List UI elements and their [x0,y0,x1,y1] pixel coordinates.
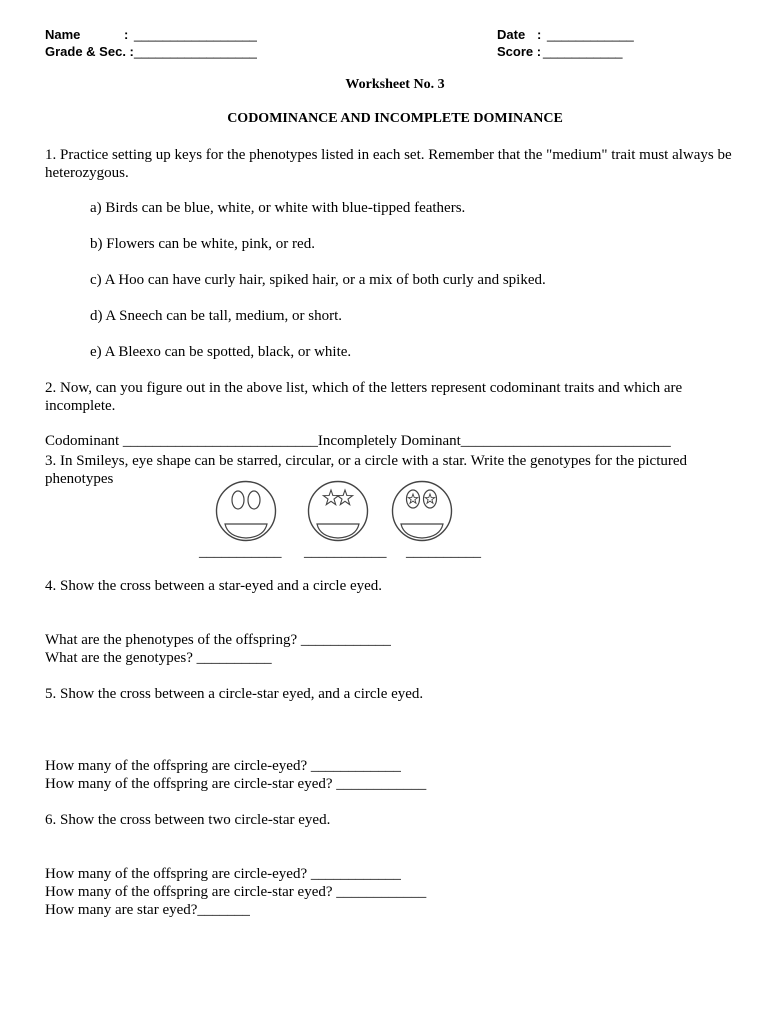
star-eyed-smiley-icon [307,480,369,542]
question-6-text: 6. Show the cross between two circle-star eyed. [45,812,331,828]
question-2-answer-line[interactable]: Codominant __________________________Incompletely Dominant____________________________ [45,433,671,449]
worksheet-number-title: Worksheet No. 3 [345,77,445,92]
name-field[interactable]: _________________ [134,27,257,42]
date-label: Date [497,27,526,42]
question-1-item-a: a) Birds can be blue, white, or white with blue-tipped feathers. [90,200,466,216]
circle-eyed-smiley-icon [215,480,277,542]
grade-label: Grade & Sec. : [45,44,134,59]
score-label: Score : [497,44,542,59]
score-field[interactable]: ___________ [543,44,623,59]
date-colon: : [537,27,542,42]
question-1-item-b: b) Flowers can be white, pink, or red. [90,236,315,252]
question-1-text: 1. Practice setting up keys for the phenotypes listed in each set. Remember that the "medium" trait must always be heterozygous. [45,147,732,181]
question-1-item-c: c) A Hoo can have curly hair, spiked hair, or a mix of both curly and spiked. [90,272,546,288]
genotype-blank-1[interactable]: ___________ [199,544,282,560]
genotype-blank-3[interactable]: __________ [406,544,481,560]
question-5-circle-eyed[interactable]: How many of the offspring are circle-eyed? ____________ [45,758,401,774]
question-6-star-eyed[interactable]: How many are star eyed?_______ [45,902,250,918]
question-4-text: 4. Show the cross between a star-eyed and a circle eyed. [45,578,383,594]
worksheet-topic-title: CODOMINANCE AND INCOMPLETE DOMINANCE [227,111,563,126]
question-6-circle-eyed[interactable]: How many of the offspring are circle-eyed? ____________ [45,866,401,882]
question-5-circle-star-eyed[interactable]: How many of the offspring are circle-star eyed? ____________ [45,776,427,792]
question-2-text: 2. Now, can you figure out in the above list, which of the letters represent codominant traits and which are incomplete. [45,380,683,414]
name-label: Name [45,27,81,42]
circle-star-eyed-smiley-icon [391,480,453,542]
question-4-phenotypes[interactable]: What are the phenotypes of the offspring? ____________ [45,632,391,648]
question-6-circle-star-eyed[interactable]: How many of the offspring are circle-star eyed? ____________ [45,884,427,900]
name-colon: : [124,27,129,42]
question-4-genotypes[interactable]: What are the genotypes? __________ [45,650,272,666]
question-5-text: 5. Show the cross between a circle-star eyed, and a circle eyed. [45,686,424,702]
grade-field[interactable]: _________________ [134,44,257,59]
question-3-text: 3. In Smileys, eye shape can be starred, circular, or a circle with a star. Write the genotypes for the pictured phenotypes [45,453,688,487]
question-1-item-d: d) A Sneech can be tall, medium, or short. [90,308,343,324]
date-field[interactable]: ____________ [547,27,634,42]
question-1-item-e: e) A Bleexo can be spotted, black, or white. [90,344,352,360]
genotype-blank-2[interactable]: ___________ [304,544,387,560]
